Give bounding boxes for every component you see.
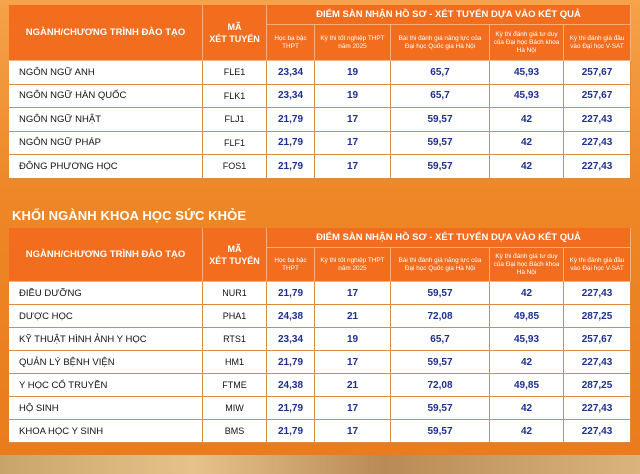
score-cell-dgnl: 65,7: [391, 61, 490, 85]
score-cell-thpt: 17: [315, 397, 391, 420]
table-row: [9, 305, 631, 328]
score-cell-thpt: 19: [315, 61, 391, 85]
header-thpt: Kỳ thi tốt nghiệp THPT năm 2025: [315, 248, 391, 282]
program-code-cell: PHA1: [203, 305, 267, 328]
score-cell-thpt: 21: [315, 305, 391, 328]
score-cell-vsat: 257,67: [564, 61, 631, 85]
header-vsat: Kỳ thi đánh giá đầu vào Đại học V-SAT: [564, 25, 631, 61]
score-cell-dgnl: 59,57: [391, 132, 490, 156]
score-cell-dgtd: 42: [490, 155, 564, 179]
header-vsat: Kỳ thi đánh giá đầu vào Đại học V-SAT: [564, 248, 631, 282]
score-cell-dgtd: 49,85: [490, 374, 564, 397]
table-row: [9, 351, 631, 374]
score-cell-hoc-ba: 21,79: [267, 282, 315, 305]
score-cell-dgtd: 45,93: [490, 85, 564, 109]
header-thpt: Kỳ thi tốt nghiệp THPT năm 2025: [315, 25, 391, 61]
score-cell-thpt: 17: [315, 108, 391, 132]
score-cell-dgnl: 59,57: [391, 155, 490, 179]
program-name-cell: NGÔN NGỮ HÀN QUỐC: [9, 85, 203, 109]
table-row: [9, 85, 631, 109]
program-name-cell: HỘ SINH: [9, 397, 203, 420]
score-cell-hoc-ba: 24,38: [267, 305, 315, 328]
header-program: NGÀNH/CHƯƠNG TRÌNH ĐÀO TẠO: [9, 5, 203, 61]
admission-table-health: [9, 228, 631, 443]
score-cell-dgtd: 42: [490, 282, 564, 305]
header-dgnl: Bài thi đánh giá năng lực của Đại học Quốc gia Hà Nội: [391, 248, 490, 282]
score-cell-vsat: 227,43: [564, 351, 631, 374]
score-cell-vsat: 227,43: [564, 282, 631, 305]
score-cell-hoc-ba: 24,38: [267, 374, 315, 397]
score-cell-hoc-ba: 23,34: [267, 328, 315, 351]
bottom-decoration: [0, 455, 640, 474]
program-name-cell: NGÔN NGỮ NHẬT: [9, 108, 203, 132]
program-code-cell: BMS: [203, 420, 267, 443]
score-cell-vsat: 287,25: [564, 374, 631, 397]
header-hoc-ba: Học bạ bậc THPT: [267, 248, 315, 282]
program-code-cell: NUR1: [203, 282, 267, 305]
score-cell-dgnl: 59,57: [391, 420, 490, 443]
score-cell-thpt: 17: [315, 282, 391, 305]
program-code-cell: MIW: [203, 397, 267, 420]
score-cell-dgnl: 59,57: [391, 397, 490, 420]
score-cell-vsat: 227,43: [564, 108, 631, 132]
score-cell-dgnl: 65,7: [391, 328, 490, 351]
program-name-cell: Y HỌC CỔ TRUYỀN: [9, 374, 203, 397]
score-cell-vsat: 287,25: [564, 305, 631, 328]
score-cell-thpt: 19: [315, 85, 391, 109]
header-code: [203, 5, 267, 61]
table-row: [9, 61, 631, 85]
program-code-cell: RTS1: [203, 328, 267, 351]
score-cell-dgtd: 45,93: [490, 61, 564, 85]
score-cell-dgnl: 65,7: [391, 85, 490, 109]
score-cell-dgtd: 49,85: [490, 305, 564, 328]
table-row: [9, 155, 631, 179]
header-code-line1: MÃ: [227, 21, 242, 32]
header-program: NGÀNH/CHƯƠNG TRÌNH ĐÀO TẠO: [9, 228, 203, 282]
score-cell-hoc-ba: 21,79: [267, 132, 315, 156]
score-cell-hoc-ba: 23,34: [267, 85, 315, 109]
score-cell-hoc-ba: 23,34: [267, 61, 315, 85]
score-cell-vsat: 227,43: [564, 397, 631, 420]
score-cell-dgtd: 45,93: [490, 328, 564, 351]
header-score-group: ĐIỂM SÀN NHẬN HỒ SƠ - XÉT TUYỂN DỰA VÀO KẾT QUẢ: [267, 5, 631, 25]
score-cell-dgtd: 42: [490, 397, 564, 420]
header-code: [203, 228, 267, 282]
table-row: [9, 132, 631, 156]
score-cell-vsat: 227,43: [564, 132, 631, 156]
program-name-cell: ĐIỀU DƯỠNG: [9, 282, 203, 305]
program-code-cell: FTME: [203, 374, 267, 397]
score-cell-vsat: 257,67: [564, 328, 631, 351]
score-cell-thpt: 17: [315, 351, 391, 374]
score-cell-dgnl: 59,57: [391, 282, 490, 305]
admission-table-languages: [9, 5, 631, 179]
score-cell-vsat: 257,67: [564, 85, 631, 109]
score-cell-vsat: 227,43: [564, 155, 631, 179]
header-dgtd: Kỳ thi đánh giá tư duy của Đại học Bách khoa Hà Nội: [490, 25, 564, 61]
score-cell-hoc-ba: 21,79: [267, 108, 315, 132]
table-row: [9, 374, 631, 397]
table-row: [9, 397, 631, 420]
program-code-cell: FLK1: [203, 85, 267, 109]
program-name-cell: DƯỢC HỌC: [9, 305, 203, 328]
score-cell-dgtd: 42: [490, 420, 564, 443]
score-cell-dgtd: 42: [490, 351, 564, 374]
header-code-line2: XÉT TUYỂN: [209, 33, 260, 44]
program-name-cell: QUẢN LÝ BỆNH VIỆN: [9, 351, 203, 374]
program-code-cell: FLE1: [203, 61, 267, 85]
program-name-cell: NGÔN NGỮ PHÁP: [9, 132, 203, 156]
score-cell-thpt: 17: [315, 155, 391, 179]
program-name-cell: KHOA HỌC Y SINH: [9, 420, 203, 443]
score-cell-hoc-ba: 21,79: [267, 351, 315, 374]
header-dgtd: Kỳ thi đánh giá tư duy của Đại học Bách khoa Hà Nội: [490, 248, 564, 282]
table-row: [9, 420, 631, 443]
program-code-cell: FLF1: [203, 132, 267, 156]
table-row: [9, 328, 631, 351]
score-cell-dgnl: 72,08: [391, 374, 490, 397]
score-cell-dgtd: 42: [490, 108, 564, 132]
score-cell-thpt: 17: [315, 420, 391, 443]
score-cell-vsat: 227,43: [564, 420, 631, 443]
header-code-line1: MÃ: [227, 243, 242, 254]
score-cell-thpt: 19: [315, 328, 391, 351]
score-cell-dgtd: 42: [490, 132, 564, 156]
table-row: [9, 108, 631, 132]
score-cell-dgnl: 72,08: [391, 305, 490, 328]
header-hoc-ba: Học bạ bậc THPT: [267, 25, 315, 61]
score-cell-hoc-ba: 21,79: [267, 397, 315, 420]
program-name-cell: ĐÔNG PHƯƠNG HỌC: [9, 155, 203, 179]
header-code-line2: XÉT TUYỂN: [209, 255, 260, 266]
score-cell-thpt: 17: [315, 132, 391, 156]
program-code-cell: HM1: [203, 351, 267, 374]
score-cell-hoc-ba: 21,79: [267, 420, 315, 443]
table-row: [9, 282, 631, 305]
program-code-cell: FOS1: [203, 155, 267, 179]
score-cell-dgnl: 59,57: [391, 351, 490, 374]
score-cell-hoc-ba: 21,79: [267, 155, 315, 179]
header-score-group: ĐIỂM SÀN NHẬN HỒ SƠ - XÉT TUYỂN DỰA VÀO KẾT QUẢ: [267, 228, 631, 248]
program-name-cell: NGÔN NGỮ ANH: [9, 61, 203, 85]
score-cell-dgnl: 59,57: [391, 108, 490, 132]
header-dgnl: Bài thi đánh giá năng lực của Đại học Quốc gia Hà Nội: [391, 25, 490, 61]
score-cell-thpt: 21: [315, 374, 391, 397]
program-name-cell: KỸ THUẬT HÌNH ẢNH Y HỌC: [9, 328, 203, 351]
program-code-cell: FLJ1: [203, 108, 267, 132]
section-title-health-sciences: KHỐI NGÀNH KHOA HỌC SỨC KHỎE: [12, 208, 247, 223]
